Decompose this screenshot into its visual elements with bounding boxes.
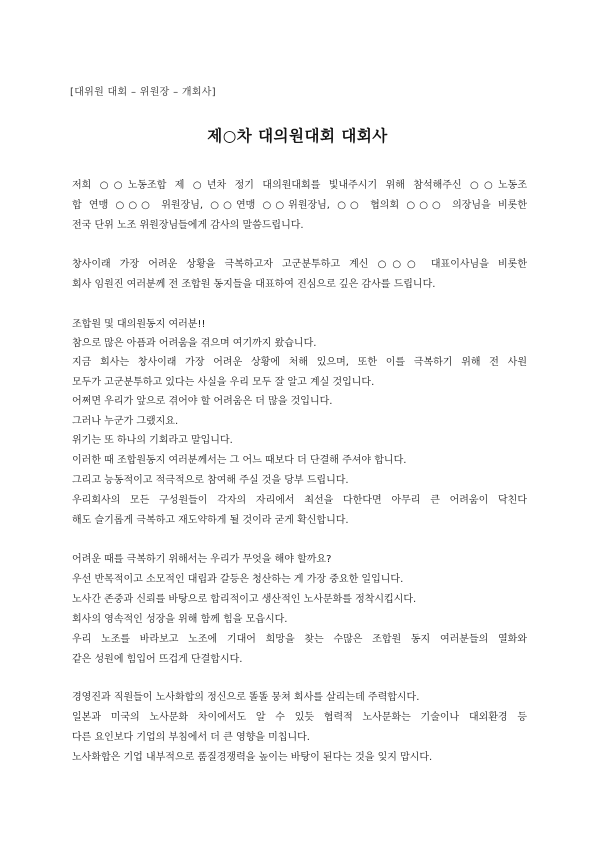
body-line: 위기는 또 하나의 기회라고 말입니다. [72, 435, 233, 446]
body-line: 우선 반목적이고 소모적인 대립과 갈등은 청산하는 게 가장 중요한 일입니다. [72, 574, 404, 585]
body-line: 참으로 많은 아픔과 어려움을 겪으며 여기까지 왔습니다. [72, 338, 317, 349]
body-line: 모두가 고군분투하고 있다는 사실을 우리 모두 잘 알고 계실 것입니다. [72, 377, 375, 388]
document-header-tag: [대위원 대회 – 위원장 – 개회사] [70, 87, 216, 98]
body-line: 어쩌면 우리가 앞으로 겪어야 할 어려움은 더 많을 것입니다. [72, 396, 333, 407]
body-line: 이러한 때 조합원동지 여러분께서는 그 어느 때보다 더 단결해 주셔야 합니다. [72, 455, 407, 466]
body-line: 다른 요인보다 기업의 부침에서 더 큰 영향을 미칩니다. [72, 732, 310, 743]
body-line: 우리 노조를 바라보고 노조에 기대어 희망을 찾는 수많은 조합원 동지 여러분들의 열화와 [72, 634, 527, 645]
body-line: 조합원 및 대의원동지 여러분!! [72, 319, 206, 330]
body-line: 회사 임원진 여러분께 전 조합원 동지들을 대표하여 진심으로 깊은 감사를 드립니다. [72, 279, 436, 290]
body-line: 노사화합은 기업 내부적으로 품질경쟁력을 높이는 바탕이 된다는 것을 잊지 맙시다. [72, 752, 433, 763]
body-line: 합 연맹 ○○○ 위원장님, ○○연맹 ○○위원장님, ○○ 협의회 ○○○ 의장님을 비롯한 [72, 200, 527, 211]
body-line: 우리회사의 모든 구성원들이 각자의 자리에서 최선을 다한다면 아무리 큰 어려움이 닥친다 [72, 495, 527, 506]
body-line: 회사의 영속적인 성장을 위해 함께 힘을 모읍시다. [72, 614, 288, 625]
body-line: 경영진과 직원들이 노사화합의 정신으로 똘똘 뭉쳐 회사를 살리는데 주력합시다. [72, 692, 420, 703]
body-line: 해도 슬기롭게 극복하고 재도약하게 될 것이라 굳게 확신합니다. [72, 515, 349, 526]
body-line: 그러나 누군가 그랬지요. [72, 416, 179, 427]
body-line: 그리고 능동적이고 적극적으로 참여해 주실 것을 당부 드립니다. [72, 475, 349, 486]
body-line: 창사이래 가장 어려운 상황을 극복하고자 고군분투하고 계신 ○○○ 대표이사님을 비롯한 [72, 259, 527, 270]
body-line: 어려운 때를 극복하기 위해서는 우리가 무엇을 해야 할까요? [72, 554, 332, 565]
document-title: 제○차 대의원대회 대회사 [207, 127, 388, 145]
body-line: 전국 단위 노조 위원장님들에게 감사의 말씀드립니다. [72, 220, 304, 231]
body-line: 지금 회사는 창사이래 가장 어려운 상황에 처해 있으며, 또한 이를 극복하기 위해 전 사원 [72, 357, 527, 368]
body-line: 일본과 미국의 노사문화 차이에서도 알 수 있듯 협력적 노사문화는 기술이나 대외환경 등 [72, 712, 527, 723]
body-line: 같은 성원에 힘입어 뜨겁게 단결합시다. [72, 654, 243, 665]
body-line: 노사간 존중과 신뢰를 바탕으로 합리적이고 생산적인 노사문화를 정착시킵시다. [72, 594, 417, 605]
body-line: 저희 ○○노동조합 제 ○년차 정기 대의원대회를 빛내주시기 위해 참석해주신 ○○노동조 [72, 180, 527, 191]
